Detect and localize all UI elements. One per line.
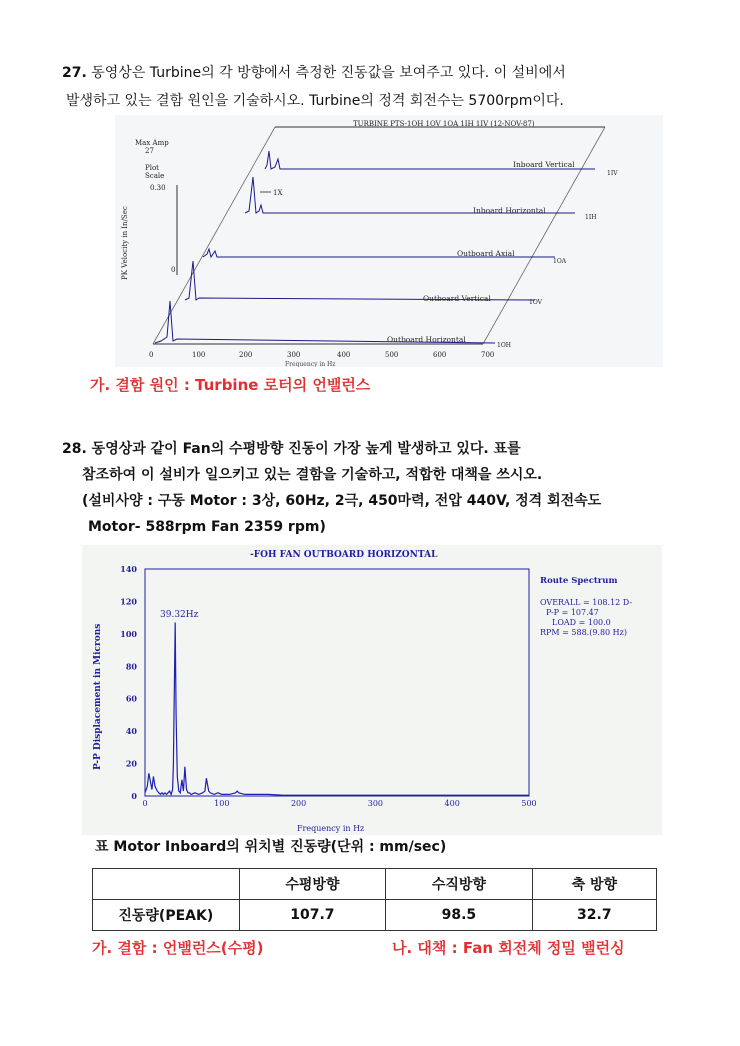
svg-text:Inboard Vertical: Inboard Vertical (513, 160, 575, 169)
y-tick-label: 0 (131, 791, 137, 801)
plot-scale-label: Plot (145, 164, 159, 172)
load-readout: LOAD = 100.0 (552, 618, 611, 627)
trace-outboard-horizontal (155, 301, 511, 349)
chart-title: -FOH FAN OUTBOARD HORIZONTAL (250, 550, 438, 560)
svg-text:Outboard Vertical: Outboard Vertical (423, 294, 491, 303)
svg-text:1IV: 1IV (607, 170, 618, 177)
table-cell-vertical: 98.5 (386, 900, 533, 931)
svg-text:200: 200 (239, 351, 253, 359)
table-title: 표 Motor Inboard의 위치별 진동량(단위 : mm/sec) (95, 839, 447, 855)
y-tick-label: 20 (125, 758, 137, 769)
svg-text:1OH: 1OH (497, 342, 511, 349)
svg-text:Outboard Horizontal: Outboard Horizontal (387, 335, 466, 344)
svg-text:Inboard Horizontal: Inboard Horizontal (473, 206, 546, 215)
question-28-line2: 참조하여 이 설비가 일으키고 있는 결함을 기술하고, 적합한 대책을 쓰시오. (82, 467, 543, 483)
table-header-row (93, 869, 657, 900)
svg-text:0: 0 (149, 351, 154, 359)
trace-inboard-vertical (265, 151, 618, 177)
answer-28-defect: 가. 결함 : 언밸런스(수평) (92, 939, 264, 957)
overall-readout: OVERALL = 108.12 D- (540, 598, 633, 607)
svg-text:400: 400 (337, 351, 351, 359)
x-tick-label: 500 (521, 799, 537, 808)
route-spectrum-title: Route Spectrum (540, 576, 618, 586)
pp-readout: P-P = 107.47 (546, 608, 599, 617)
svg-text:500: 500 (385, 351, 399, 359)
question-28-line4: Motor- 588rpm Fan 2359 rpm) (88, 519, 326, 535)
question-27-line2: 발생하고 있는 결함 원인을 기술하시오. Turbine의 정격 회전수는 5700rpm이다. (66, 93, 564, 109)
table-cell-axial: 32.7 (532, 900, 656, 931)
table-header-horizontal: 수평방향 (239, 869, 386, 900)
table-header-empty (93, 869, 240, 900)
x-tick-labels (149, 351, 494, 359)
svg-text:600: 600 (433, 351, 447, 359)
table-cell-horizontal: 107.7 (239, 900, 386, 931)
table-row-label: 진동량(PEAK) (93, 900, 240, 931)
x-axis-label: Frequency in Hz (285, 361, 336, 367)
x-tick-label: 200 (290, 799, 307, 808)
table-header-axial: 축 방향 (532, 869, 656, 900)
svg-text:Outboard Axial: Outboard Axial (457, 249, 515, 258)
question-28-line3: (설비사양 : 구동 Motor : 3상, 60Hz, 2극, 450마력, 전압 440V, 정격 회전속도 (82, 493, 602, 509)
svg-text:1IH: 1IH (585, 214, 597, 221)
zero-label: 0 (171, 266, 176, 274)
trace-outboard-axial (203, 249, 567, 265)
y-tick-label: 100 (120, 628, 137, 639)
question-28-line1: 28. 동영상과 같이 Fan의 수평방향 진동이 가장 높게 발생하고 있다. 표를 (62, 441, 521, 457)
x-tick-label: 100 (214, 799, 230, 808)
one-x-marker: 1X (273, 189, 283, 197)
answer-28-remedy: 나. 대책 : Fan 회전체 정밀 밸런싱 (392, 939, 625, 957)
max-amp-label: Max Amp (135, 139, 169, 147)
route-spectrum-block (540, 576, 632, 637)
table-header-vertical: 수직방향 (386, 869, 533, 900)
figure-header: TURBINE PTS-1OH 1OV 1OA 1IH 1IV (12-NOV-87) (353, 120, 535, 128)
plot-scale-label2: Scale (145, 172, 165, 180)
svg-text:700: 700 (481, 351, 495, 359)
x-tick-label: 400 (444, 799, 460, 808)
plot-frame (145, 569, 529, 796)
question-27-line1: 27. 동영상은 Turbine의 각 방향에서 측정한 진동값을 보여주고 있다. 이 설비에서 (62, 65, 566, 81)
svg-text:1OA: 1OA (553, 258, 567, 265)
svg-text:100: 100 (192, 351, 206, 359)
y-tick-label: 120 (120, 596, 137, 607)
max-amp-value: 27 (145, 147, 154, 155)
trace-inboard-horizontal (245, 177, 596, 221)
vibration-table (92, 868, 657, 931)
fan-spectrum-chart (82, 545, 662, 835)
y-tick-label: 80 (125, 661, 137, 672)
x-tick-label: 0 (142, 799, 148, 808)
answer-27: 가. 결함 원인 : Turbine 로터의 언밸런스 (90, 376, 371, 394)
y-tick-label: 40 (125, 726, 137, 737)
trace-outboard-vertical (185, 261, 543, 306)
y-axis-label: PK Velocity in In/Sec (121, 206, 129, 280)
y-axis-title: P-P Displacement in Microns (93, 623, 103, 770)
x-axis-title: Frequency in Hz (297, 824, 365, 833)
y-tick-label: 140 (120, 564, 137, 574)
scale-value: 0.30 (150, 184, 166, 192)
table-row (93, 900, 657, 931)
spectrum-line (145, 623, 529, 796)
turbine-waterfall-figure (115, 115, 663, 367)
rpm-readout: RPM = 588.(9.80 Hz) (540, 628, 627, 637)
svg-text:1OV: 1OV (529, 299, 542, 306)
peak-label: 39.32Hz (160, 610, 199, 620)
svg-text:300: 300 (287, 351, 301, 359)
x-tick-label: 300 (367, 799, 384, 808)
y-tick-label: 60 (125, 693, 137, 704)
